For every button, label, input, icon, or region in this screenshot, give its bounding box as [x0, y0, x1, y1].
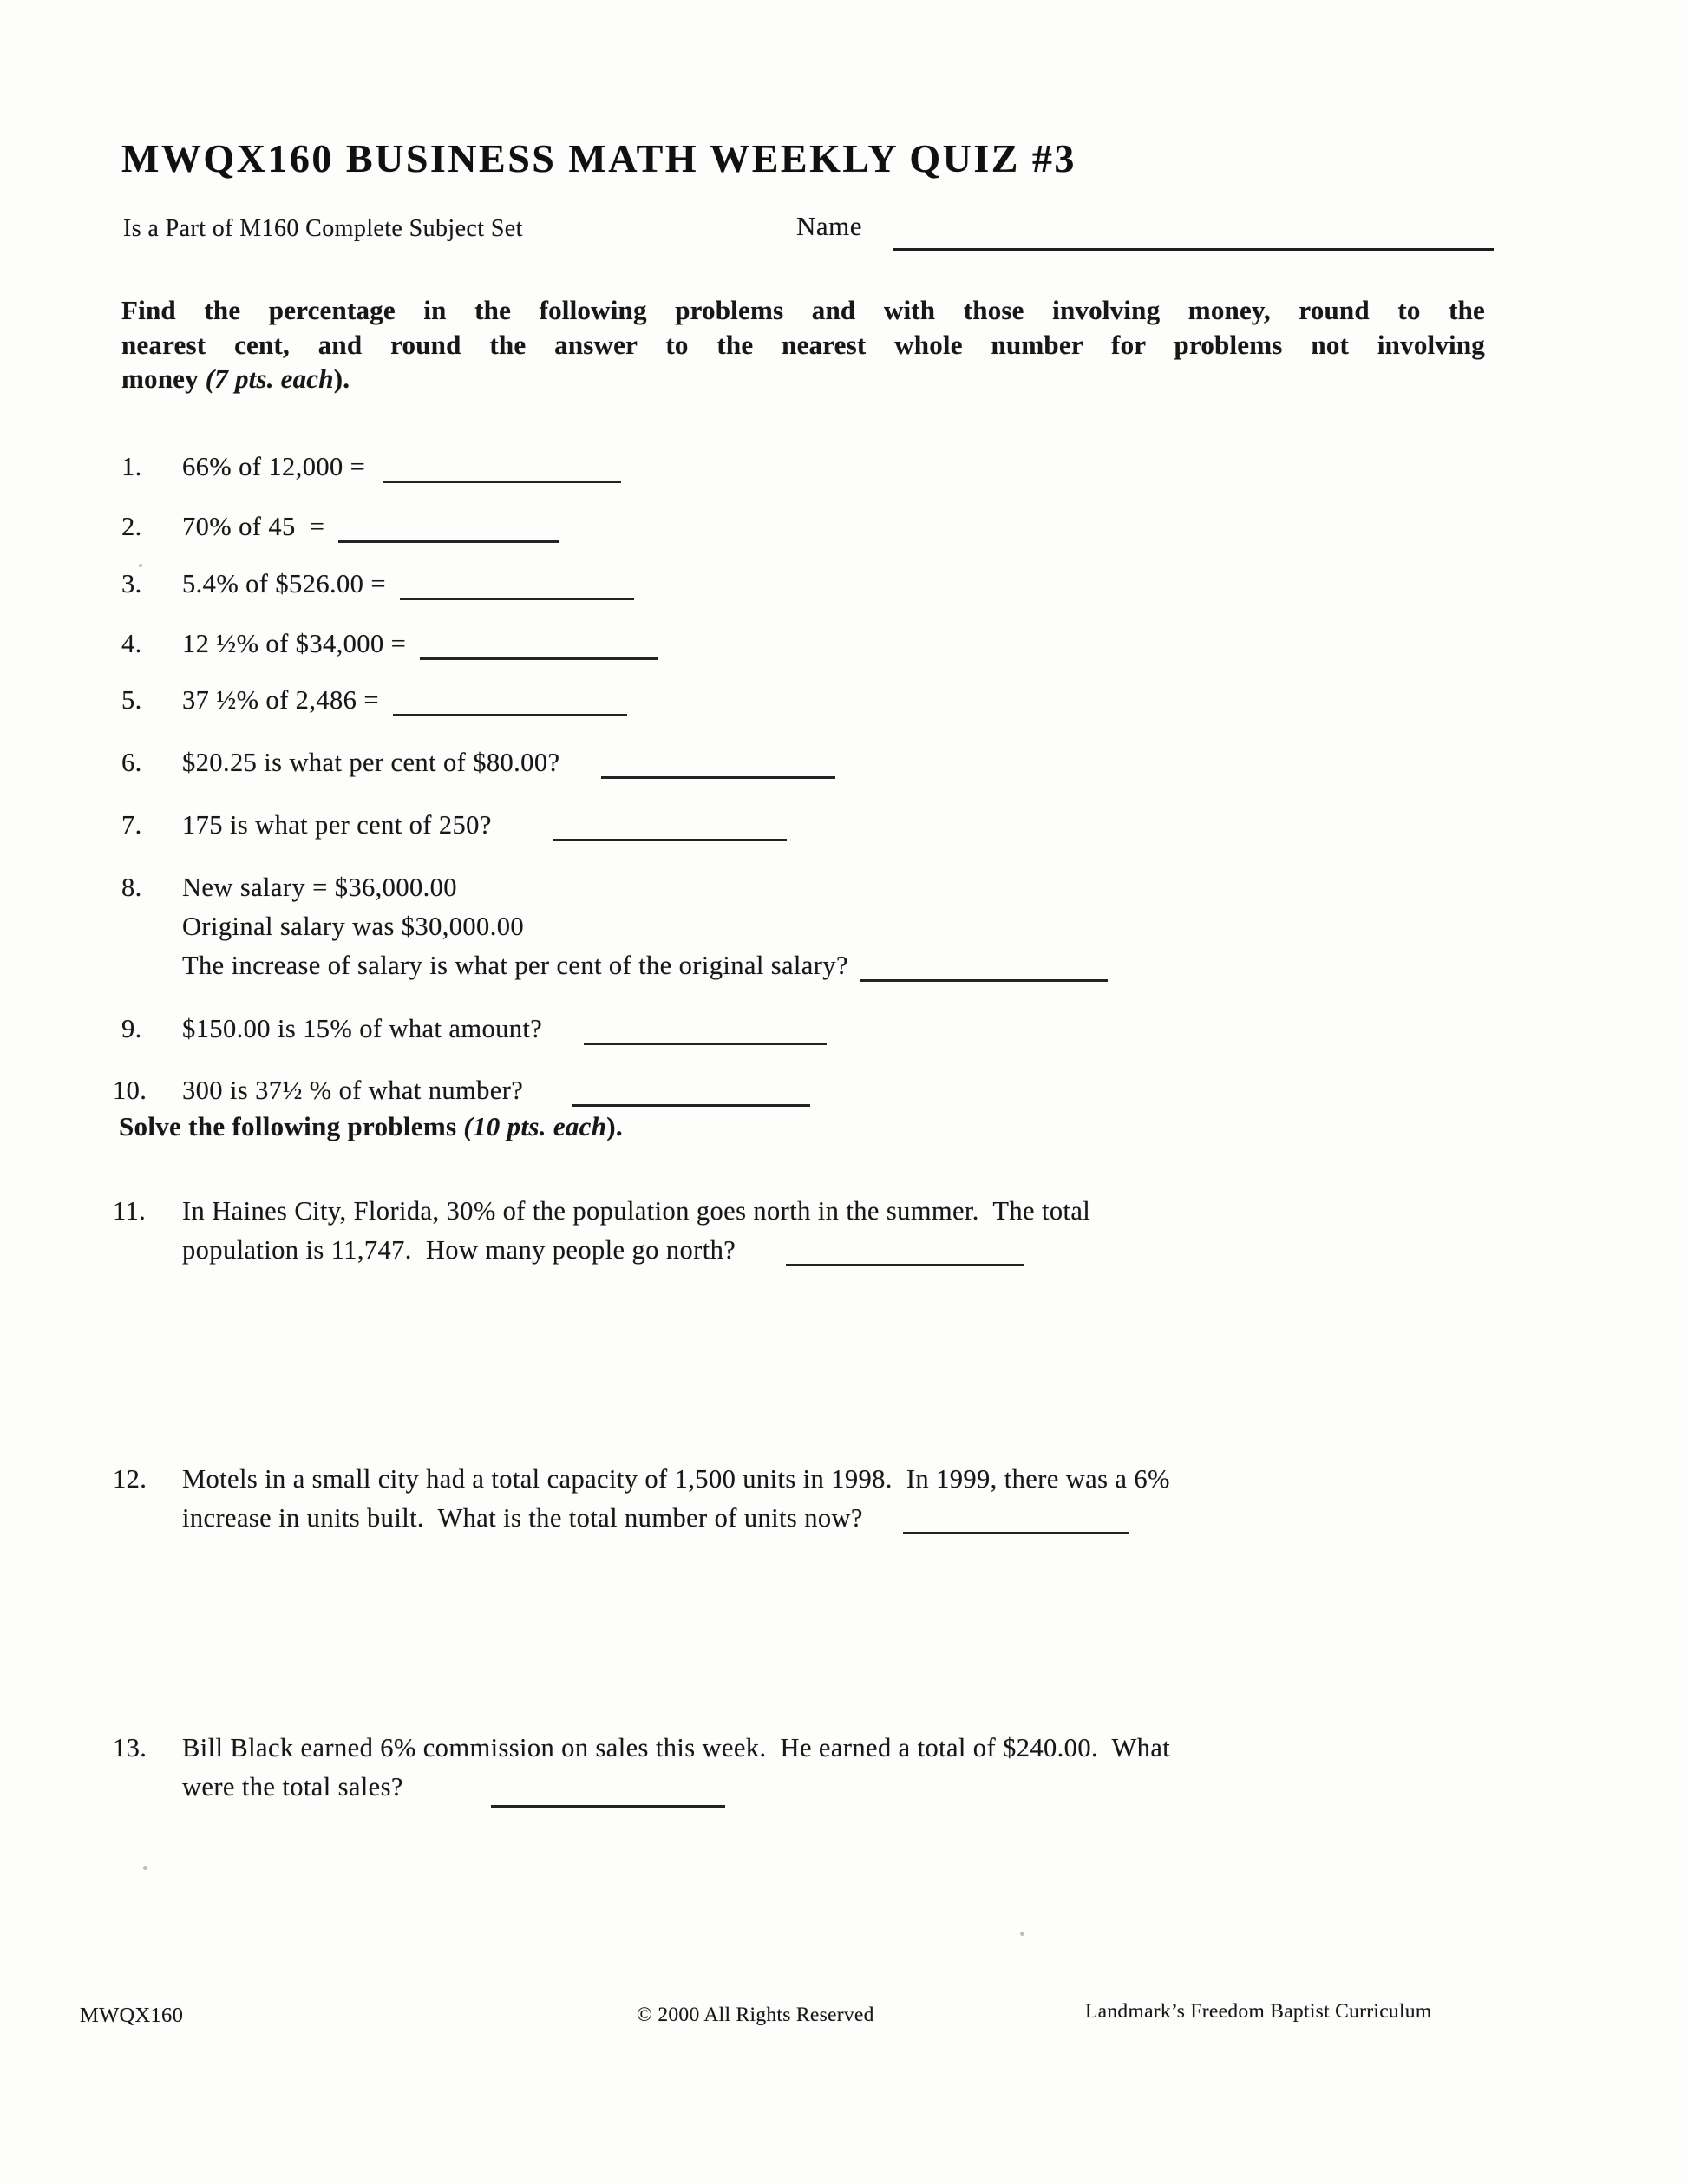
instructions-line-3-prefix: money [121, 363, 206, 394]
question-10-text: 300 is 37½ % of what number? [182, 1076, 524, 1105]
answer-blank-2[interactable] [338, 538, 559, 543]
instructions-line-1: Find the percentage in the following problems and with those involving money, round to the [121, 295, 1485, 325]
question-2-text: 70% of 45 = [182, 512, 325, 541]
answer-blank-3[interactable] [400, 595, 634, 600]
instructions-points-note: (7 pts. each [205, 363, 334, 394]
instructions [121, 293, 1485, 396]
question-13 [113, 1729, 1587, 1807]
answer-blank-4[interactable] [420, 655, 658, 660]
name-label: Name [796, 211, 863, 241]
answer-blank-9[interactable] [584, 1040, 827, 1045]
question-5 [113, 681, 1587, 720]
section-2-heading [119, 1107, 623, 1146]
question-7-text: 175 is what per cent of 250? [182, 810, 492, 840]
answer-blank-8[interactable] [860, 977, 1108, 982]
question-5-number: 5. [121, 685, 142, 715]
question-11 [113, 1192, 1587, 1270]
question-8-text: New salary = $36,000.00 Original salary was $30,000.00 The increase of salary is what per cent of the original salary? [182, 873, 848, 980]
scan-speck [1020, 1932, 1024, 1936]
question-4-number: 4. [121, 629, 142, 658]
instructions-line-3 [121, 362, 1485, 396]
subtitle: Is a Part of M160 Complete Subject Set [123, 215, 523, 242]
answer-blank-11[interactable] [786, 1261, 1024, 1266]
question-1-text: 66% of 12,000 = [182, 452, 366, 481]
question-1 [113, 448, 1587, 487]
section-2-heading-suffix: ). [606, 1111, 623, 1141]
question-8 [113, 868, 1587, 985]
scan-speck [139, 564, 142, 567]
question-12-number: 12. [113, 1464, 147, 1494]
instructions-line-2: nearest cent, and round the answer to the nearest whole number for problems not involving [121, 329, 1485, 360]
question-1-number: 1. [121, 452, 142, 481]
question-5-text: 37 ½% of 2,486 = [182, 685, 379, 715]
instructions-line-3-suffix: ). [333, 363, 350, 394]
answer-blank-7[interactable] [553, 836, 787, 841]
question-8-number: 8. [121, 873, 142, 902]
question-9 [113, 1010, 1587, 1049]
question-12 [113, 1460, 1587, 1538]
footer-course-code: MWQX160 [80, 2004, 184, 2027]
question-13-text: Bill Black earned 6% commission on sales this week. He earned a total of $240.00. What were the total sales? [182, 1733, 1171, 1801]
section-2-heading-prefix: Solve the following problems [119, 1111, 464, 1141]
question-10-number: 10. [113, 1076, 147, 1105]
question-13-number: 13. [113, 1733, 147, 1762]
question-9-text: $150.00 is 15% of what amount? [182, 1014, 543, 1043]
question-6-text: $20.25 is what per cent of $80.00? [182, 748, 560, 777]
question-4 [113, 624, 1587, 664]
answer-blank-13[interactable] [491, 1805, 725, 1808]
question-10 [113, 1071, 1587, 1110]
answer-blank-12[interactable] [903, 1529, 1129, 1534]
question-11-number: 11. [113, 1196, 147, 1226]
question-2-number: 2. [121, 512, 142, 541]
question-9-number: 9. [121, 1014, 142, 1043]
question-3-text: 5.4% of $526.00 = [182, 569, 386, 598]
footer-publisher: Landmark’s Freedom Baptist Curriculum [1085, 2000, 1432, 2023]
question-6 [113, 743, 1587, 782]
question-3-number: 3. [121, 569, 142, 598]
scan-speck [143, 1866, 147, 1870]
question-12-text: Motels in a small city had a total capacity of 1,500 units in 1998. In 1999, there was a 6% increase in units built. What is the total number of units now? [182, 1464, 1170, 1533]
question-11-text: In Haines City, Florida, 30% of the population goes north in the summer. The total population is 11,747. How many people go north? [182, 1196, 1091, 1265]
question-2 [113, 507, 1587, 546]
page-title: MWQX160 BUSINESS MATH WEEKLY QUIZ #3 [121, 136, 1076, 180]
question-4-text: 12 ½% of $34,000 = [182, 629, 407, 658]
answer-blank-6[interactable] [601, 774, 835, 779]
question-7-number: 7. [121, 810, 142, 840]
question-7 [113, 806, 1587, 845]
answer-blank-1[interactable] [383, 478, 621, 483]
name-input-line[interactable] [893, 248, 1494, 251]
section-2-points-note: (10 pts. each [463, 1111, 607, 1141]
question-3 [113, 565, 1587, 604]
question-6-number: 6. [121, 748, 142, 777]
footer-copyright: © 2000 All Rights Reserved [637, 2004, 874, 2026]
answer-blank-5[interactable] [393, 711, 627, 716]
